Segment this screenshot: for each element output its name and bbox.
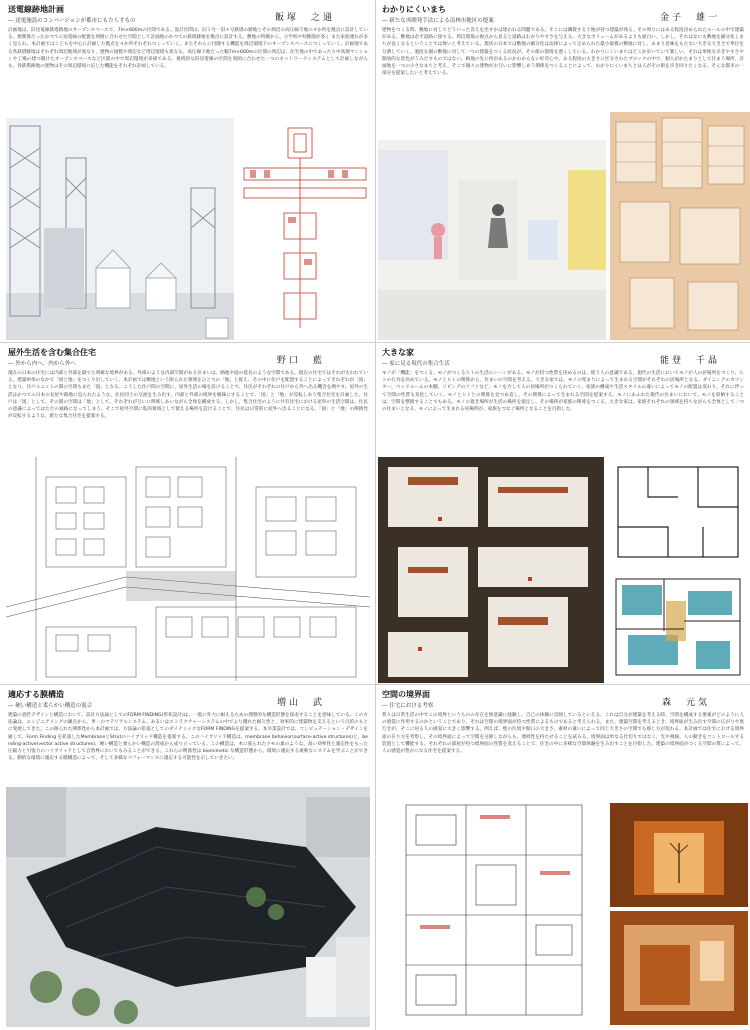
floor-plan-sketch-1 bbox=[608, 457, 748, 567]
panel-membrane bbox=[0, 685, 375, 1030]
panel-body: 建築の意匠デザインと構造において、設計方法論としてのFORM FINDING(形状設計)は、一般に外力に耐えるための理想的な構造形態を探求することを意味している。この方法論は、エンジニアリングの観点から、単一のマテリアルシステム、あるいはストラクチャーシステムの中でより優れた耐久性と、効率的に建築物を支えるという目的のもとに発展してきた。この限られた関係性から本計画では、方法論の拡張としてのダイナミックなFORM FINDINGを提案する。本卒業設計では、コンピュテーション・デザインを通して、Form Finding を拡張したMembraneとStrutのハイブリッド構造を提案する。このハイブリッド構造は、membrane behavior(surface-active structures)と、bending-active(vector active structures)、硬い構造と柔らかい構造の混成から成り立っている。この構造は、木に張られたクモの巣のような、高い効率性と適応性をもった圧縮力と引張力のハイブリッドとして自然界においてもみることができる。これらの関係性は biomimetic な構造形態から、環境に適応する柔軟なシステムを学ぶことができる。動的な環境に適応する膜構造によって、そして多様なパフォーマンスに適応する可能性を示していきたい。 bbox=[8, 713, 368, 762]
panel-author: 金子 雄一 bbox=[659, 13, 720, 23]
panel-confusing-town bbox=[376, 0, 750, 342]
interior-photo-1 bbox=[610, 803, 748, 907]
panel-title: 屋外生活を含む集合住宅 bbox=[8, 348, 96, 357]
panel-author: 野口 藍 bbox=[276, 356, 325, 366]
model-photo-towers bbox=[6, 118, 234, 340]
site-plan-drawing bbox=[6, 457, 370, 681]
panel-body: 我々は日常生活の中でこの境界というものの存在を無意識に経験し、自己の体験に反映しているといえる。これは自分が建築を考える時、空間を構成する要素がどのように人の感覚に作用するのかということであり、それは空間の境界面が持つ性質によるものであると考えられる。また、建築空間を考えるとき、境界面が生み出す空間の広がりや奥行きが、そこに居る人の感覚に大きく影響する。例えば、壁の位置や開口の大きさ、素材の違いによって同じ大きさの空間でも感じ方が変わる。本計画では住宅における境界面の在り方を考察し、その境界面によって空間を分節しながらも、連続性を持たせることを試みる。境界面は単なる仕切りではなく、光や視線、人の動きをコントロールする装置として機能する。それぞれの部屋が持つ境界面の性質を変えることで、住宅の中に多様な空間体験を生み出すことを目指した。建築の境界面がつくる空間の質によって、人の感覚が豊かになる住宅を提案する。 bbox=[382, 713, 744, 755]
panel-outdoor-housing bbox=[0, 343, 375, 684]
panel-title: 送電線跡地計画 bbox=[8, 5, 64, 14]
panel-body: 計画地は、旧送電線鉄塔跡地のオープンスペースで、7m×600mの区間である。設計区間は、旧１号一旧４号鉄塔の跡地とその周辺の高圧線下地の４か所を拠点に設計している。無関係だったかつての送電線の配置を周囲に合わせた空間として計画地のかつての鉄塔跡地を拠点に設計する。敷地の特徴から、小学校や幼稚園が多く また家族連れが多く見られ、本計画ではこどもを中心に計画した拠点を４か所それぞれつくっていく。またそれらに付随する機能を周辺環境下のオープンスペースにつくっていく。計画地である各鉄塔跡地はそれぞれ周辺地域が異なり、建物の規模や周辺など周辺環境も異なる。高圧線下地だった幅7m×600mの区間の周辺は、住宅地の中であったり中高層マンションや工場の建つ開けたオープンスペースなど区間の中で周辺環境が多様である。連続的な旧送電線の区間を周囲に合わせた一つのネットワークシステムとして計画しながらも、各鉄塔跡地の建物はその周辺環境に応じた機能をそれぞれ計画している。 bbox=[8, 28, 368, 70]
panel-subtitle: ― 硬い構造と柔らかい構造の混合 bbox=[8, 703, 93, 709]
membrane-render-image bbox=[6, 787, 370, 1027]
panel-author: 飯塚 之通 bbox=[274, 13, 335, 23]
panel-body: 建物をつくる時、敷地に対してどういった答えを出すかは迷われる問題である。そこには隣接する土地が持つ建築が残る。その周りにはある程度決められたルールの中で建築がある。敷地は必ず道路に接する。周辺環境の視点から見ると道路はわかりやすさを与える。大きなボリュームがあるよりも面白い。しかし、それはなにも敷地を細分化しまちが良くなるということでは無いと考えている。現状の日本では敷地の細分化は法律によって定められた最小規模の敷地に対し、あまり意味をもたない大きな大きさで単位を分割していく。適度な個の敷地に対して一つの建築をつくる状況が、その街の環境を悪くしている。わかりにくいまちはどこか歩いていて楽しい。それは単純な歩きやすさや開放的な景色がうみだすものではない。路地の先に何があるのかわからない好奇心や、ある程度の大きさに区分されたブロックの中で、個人がかたまりとして住まう場所。計画地を一つの小さなまちと考え、そこで個々の建物がお互いに影響しあう関係をつくることによって、わかりにくいまちとは人がその街を歩き回りたくなる、そんな都市の一部分を提案したいと考えている。 bbox=[382, 28, 744, 77]
panel-title: 空間の境界面 bbox=[382, 690, 430, 699]
panel-title: 適応する膜構造 bbox=[8, 690, 64, 699]
panel-author: 森 元気 bbox=[661, 698, 710, 708]
panel-body: 現在の日本の住宅には内部と外部を隔てた明確な境界がある。外部のような内部空間がある住まいは、路地や庭の延長のような空間である。現在の住宅ではそれが失われている。建築単体のなかで「固と地」をつくり出していく。本計画では敷地という限られた領域をひとつの「地」と捉え、その中に住戸を配置することによってそれぞれが「図」となり、住戸ユニットの間の空間もまた「図」となる。こうした住戸間の空間に、屋外生活の場を設けることで、住民がそれぞれの住戸から外へ出る機会を増やす。屋外の生活はかつての日本の長屋や路地に見られたような、住民同士の交流を生み出す。内部と外部の境界を曖昧にすることで、「図」と「地」が反転しあう集合住宅を計画した。住戸は「図」として、その間の空間は「地」として、それぞれが互いに関係しあいながら全体を構成する。しかし、集合住宅のように共有住宅における屋外の生活空間は、住民の意識によってはただの通路になってしまう。そこで屋外空間に私的領域として使える場所を設けることで、住民は日常的に屋外へ出ることになる。「固」と「地」の関係性が反転するような、新たな集合住宅を提案する。 bbox=[8, 371, 368, 420]
model-photo-town bbox=[610, 112, 750, 340]
model-photo-big-house bbox=[378, 457, 604, 683]
panel-subtitle: ― 新たな再開発手法による南林市地区の提案 bbox=[382, 18, 494, 24]
floor-plan-sketch-2 bbox=[608, 571, 748, 683]
panel-subtitle: ― 外から内へ、内から外へ bbox=[8, 361, 76, 367]
panel-author: 増山 武 bbox=[276, 698, 325, 708]
plan-drawing-powerline bbox=[238, 118, 372, 340]
panel-subtitle: ― 家に見る現代の集合生活 bbox=[382, 361, 450, 367]
street-collage-image bbox=[378, 140, 606, 340]
panel-title: 大きな家 bbox=[382, 348, 414, 357]
house-floor-plan bbox=[396, 795, 592, 1025]
panel-big-house bbox=[376, 343, 750, 684]
panel-boundary-surface bbox=[376, 685, 750, 1030]
panel-subtitle: ― 住宅における考察 bbox=[382, 703, 434, 709]
panel-title: わかりにくいまち bbox=[382, 5, 446, 14]
interior-photo-2 bbox=[610, 911, 748, 1025]
panel-subtitle: ― 送電施設のコンバージョンが都市にもたらすもの bbox=[8, 18, 136, 24]
panel-author: 能登 千晶 bbox=[659, 356, 720, 366]
panel-powerline bbox=[0, 0, 375, 342]
panel-body: モノが「機能」をつくる。モノがつくるヒトの生活のシーンがある。モノが持つ性質を決めるのは、使う人の意識である。現代の生活においてモノが人の居場所をつくり、ヒトの行為を決めている。モノとヒトの関係から、住まいの空間を考える。大きな家では、モノの集まりによって生まれる空間がそれぞれの居場所となる。ダイニングのカウンター、ベッドルームの本棚、リビングのソファなど、モノを介して人の居場所がつくられていく。家族の構成や生活スタイルの違いによってモノの配置は変わり、それに伴って空間の性質も変化していく。モノとヒトとの関係を見つめ直し、その関係によって生まれる空間を提案する。モノにあふれた現代の住まいにおいて、モノを収納することは、空間を整理することでもある。モノの置き場所が生活の場所を規定し、その場所が家族の関係をつくる。大きな家は、家族それぞれの領域を持ちながらも全体として一つの住まいとなる。モノによって生まれる居場所が、家族をつなぐ場所となることを目指した。 bbox=[382, 371, 744, 413]
